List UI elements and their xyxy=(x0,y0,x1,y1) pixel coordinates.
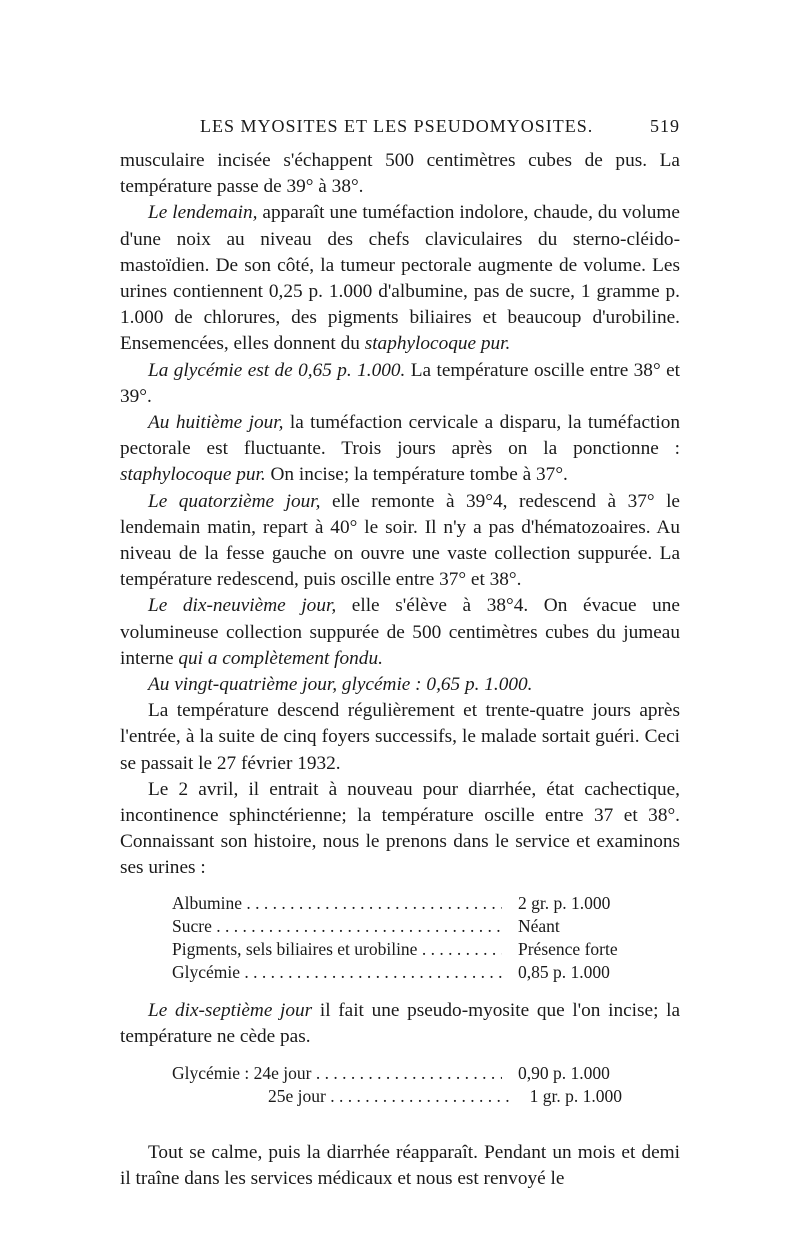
urine-analysis-table xyxy=(172,892,622,984)
paragraph: musculaire incisée s'échappent 500 centimètres cubes de pus. La température passe de 39° à 38°. xyxy=(120,150,680,198)
running-header xyxy=(120,116,680,142)
paragraph: Au vingt-quatrième jour, glycémie : 0,65 p. 1.000. xyxy=(148,674,533,696)
glycemia-table xyxy=(172,1062,622,1108)
paragraph: Le dix-septième jour il fait une pseudo-myosite que l'on incise; la température ne cède pas. xyxy=(120,999,681,1047)
table-row: Glycémie : 24e jour . . . 0,90 p. 1.000 xyxy=(172,1062,622,1085)
table-row: Albumine . . . 2 gr. p. 1.000 xyxy=(172,892,622,915)
paragraph: Le quatorzième jour, elle remonte à 39°4, redescend à 37° le lendemain matin, repart à 40° le soir. Il n'y a pas d'hématozoaires. Au niveau de la fesse gauche on ouvre une vaste collection suppurée. La température redescend, puis oscille entre 37° et 38°. xyxy=(120,490,680,591)
paragraph: Tout se calme, puis la diarrhée réapparaît. Pendant un mois et demi il traîne dans les services médicaux et nous est renvoyé le xyxy=(120,1142,680,1190)
paragraph: Au huitième jour, la tuméfaction cervicale a disparu, la tuméfaction pectorale est fluctuante. Trois jours après on la ponctionne : staphylocoque pur. On incise; la température tombe à 37°. xyxy=(120,412,680,486)
table-row: 25e jour . . . 1 gr. p. 1.000 xyxy=(172,1085,622,1108)
running-title: LES MYOSITES ET LES PSEUDOMYOSITES. xyxy=(200,116,594,136)
page-number: 519 xyxy=(650,116,680,136)
paragraph: Le lendemain, apparaît une tuméfaction indolore, chaude, du volume d'une noix au niveau des chefs claviculaires du sterno-cléido-mastoïdien. De son côté, la tumeur pectorale augmente de volume. Les urines contiennent 0,25 p. 1.000 d'albumine, pas de sucre, 1 gramme p. 1.000 de chlorures, des pigments biliaires et beaucoup d'urobiline. Ensemencées, elles donnent du staphylocoque pur. xyxy=(120,202,680,355)
paragraph: Le 2 avril, il entrait à nouveau pour diarrhée, état cachectique, incontinence sphinctérienne; la température oscille entre 37 et 38°. Connaissant son histoire, nous le prenons dans le service et examinons ses urines : xyxy=(120,778,680,879)
body-text xyxy=(120,148,680,1193)
paragraph: La température descend régulièrement et trente-quatre jours après l'entrée, à la suite de cinq foyers successifs, le malade sortait guéri. Ceci se passait le 27 février 1932. xyxy=(120,700,680,774)
table-row: Glycémie . . . 0,85 p. 1.000 xyxy=(172,961,622,984)
table-row: Sucre . . . Néant xyxy=(172,915,622,938)
table-row: Pigments, sels biliaires et urobiline . . . Présence forte xyxy=(172,938,622,961)
paragraph: Le dix-neuvième jour, elle s'élève à 38°4. On évacue une volumineuse collection suppurée de 500 centimètres cubes du jumeau interne qui a complètement fondu. xyxy=(120,595,680,669)
paragraph: La glycémie est de 0,65 p. 1.000. La température oscille entre 38° et 39°. xyxy=(120,359,680,407)
